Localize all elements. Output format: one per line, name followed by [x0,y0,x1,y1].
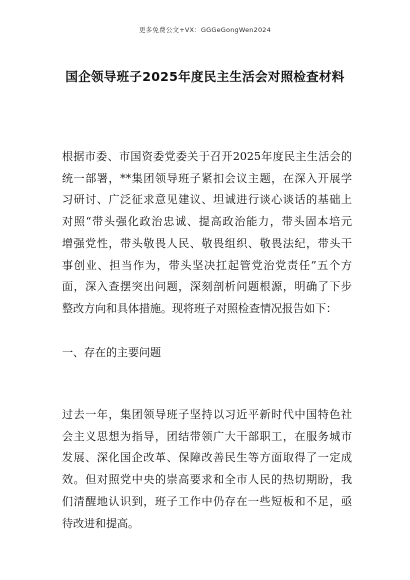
document-title: 国企领导班子2025年度民主生活会对照检查材料 [65,69,345,84]
paragraph-line: 根据市委、市国资委党委关于召开2025年度民主生活会的 [62,150,352,163]
paragraph-line: 发展、深化国企改革、保障改善民生等方面取得了一定成 [62,451,352,465]
header-note: 更多免费公文+VX：GGGeGongWen2024 [139,26,271,34]
paragraph-line: 对照“带头强化政治忠诚、提高政治能力，带头固本培元 [62,215,352,229]
paragraph-line: 增强党性，带头敬畏人民、敬畏组织、敬畏法纪，带头干 [62,236,352,250]
section-heading: 一、存在的主要问题 [62,346,161,359]
paragraph-line: 面，深入查摆突出问题，深刻剖析问题根源，明确了下步 [62,280,352,294]
paragraph-line: 们清醒地认识到，班子工作中仍存在一些短板和不足，亟 [62,494,352,508]
paragraph-line: 整改方向和具体措施。现将班子对照检查情况报告如下： [62,301,337,315]
body-paragraph [62,404,352,534]
paragraph-line: 效。但对照党中央的崇高要求和全市人民的热切期盼，我 [62,473,352,487]
paragraph-line: 事创业、担当作为，带头坚决扛起管党治党责任”五个方 [62,258,352,272]
paragraph-line: 会主义思想为指导，团结带领广大干部职工，在服务城市 [62,429,352,443]
paragraph-line: 待改进和提高。 [62,516,139,530]
paragraph-line: 过去一年，集团领导班子坚持以习近平新时代中国特色社 [62,408,352,421]
paragraph-line: 统一部署，**集团领导班子紧扣会议主题，在深入开展学 [62,171,352,185]
paragraph-line: 习研讨、广泛征求意见建议、坦诚进行谈心谈话的基础上 [62,193,352,207]
intro-paragraph [62,146,352,320]
